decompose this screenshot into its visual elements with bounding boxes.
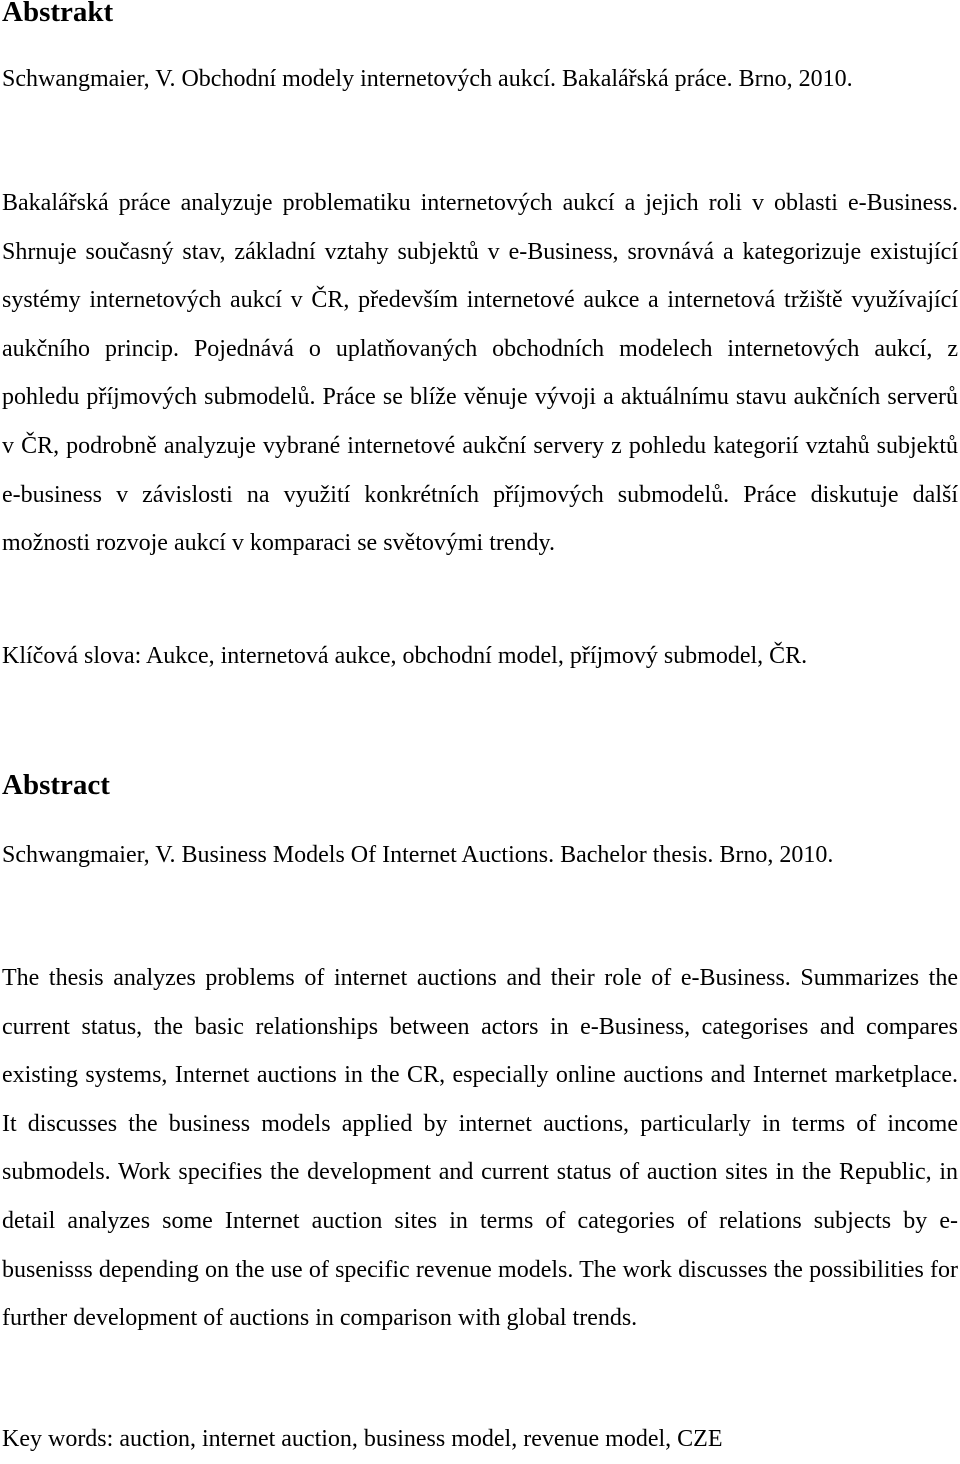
czech-citation: Schwangmaier, V. Obchodní modely internetových aukcí. Bakalářská práce. Brno, 2010.: [2, 66, 853, 92]
english-abstract-text: The thesis analyzes problems of internet auctions and their role of e-Business. Summarizes the current status, the basic relationships between actors in e-Business, categorises and compares existing systems, Internet auctions in the CR, especially online auctions and Internet marketplace. It discusses the business models applied by internet auctions, particularly in terms of income submodels. Work specifies the development and current status of auction sites in the Republic, in detail analyzes some Internet auction sites in terms of categories of relations subjects by e-busenisss depending on the use of specific revenue models. The work discusses the possibilities for further development of auctions in comparison with global trends.: [2, 965, 958, 1332]
english-keywords: Key words: auction, internet auction, business model, revenue model, CZE: [2, 1426, 723, 1452]
czech-abstract-text: Bakalářská práce analyzuje problematiku internetových aukcí a jejich roli v oblasti e-Business. Shrnuje současný stav, základní vztahy subjektů v e-Business, srovnává a kategorizuje existující systémy internetových aukcí v ČR, především internetové aukce a internetová tržiště využívající aukčního princip. Pojednává o uplatňovaných obchodních modelech internetových aukcí, z pohledu příjmových submodelů. Práce se blíže věnuje vývoji a aktuálnímu stavu aukčních serverů v ČR, podrobně analyzuje vybrané internetové aukční servery z pohledu kategorií vztahů subjektů e-business v závislosti na využití konkrétních příjmových submodelů. Práce diskutuje další možnosti rozvoje aukcí v komparaci se světovými trendy.: [2, 190, 958, 557]
czech-abstract-heading: Abstrakt: [2, 0, 114, 28]
english-abstract-heading: Abstract: [2, 769, 110, 801]
czech-keywords: Klíčová slova: Aukce, internetová aukce, obchodní model, příjmový submodel, ČR.: [2, 643, 808, 669]
english-citation: Schwangmaier, V. Business Models Of Internet Auctions. Bachelor thesis. Brno, 2010.: [2, 842, 834, 868]
